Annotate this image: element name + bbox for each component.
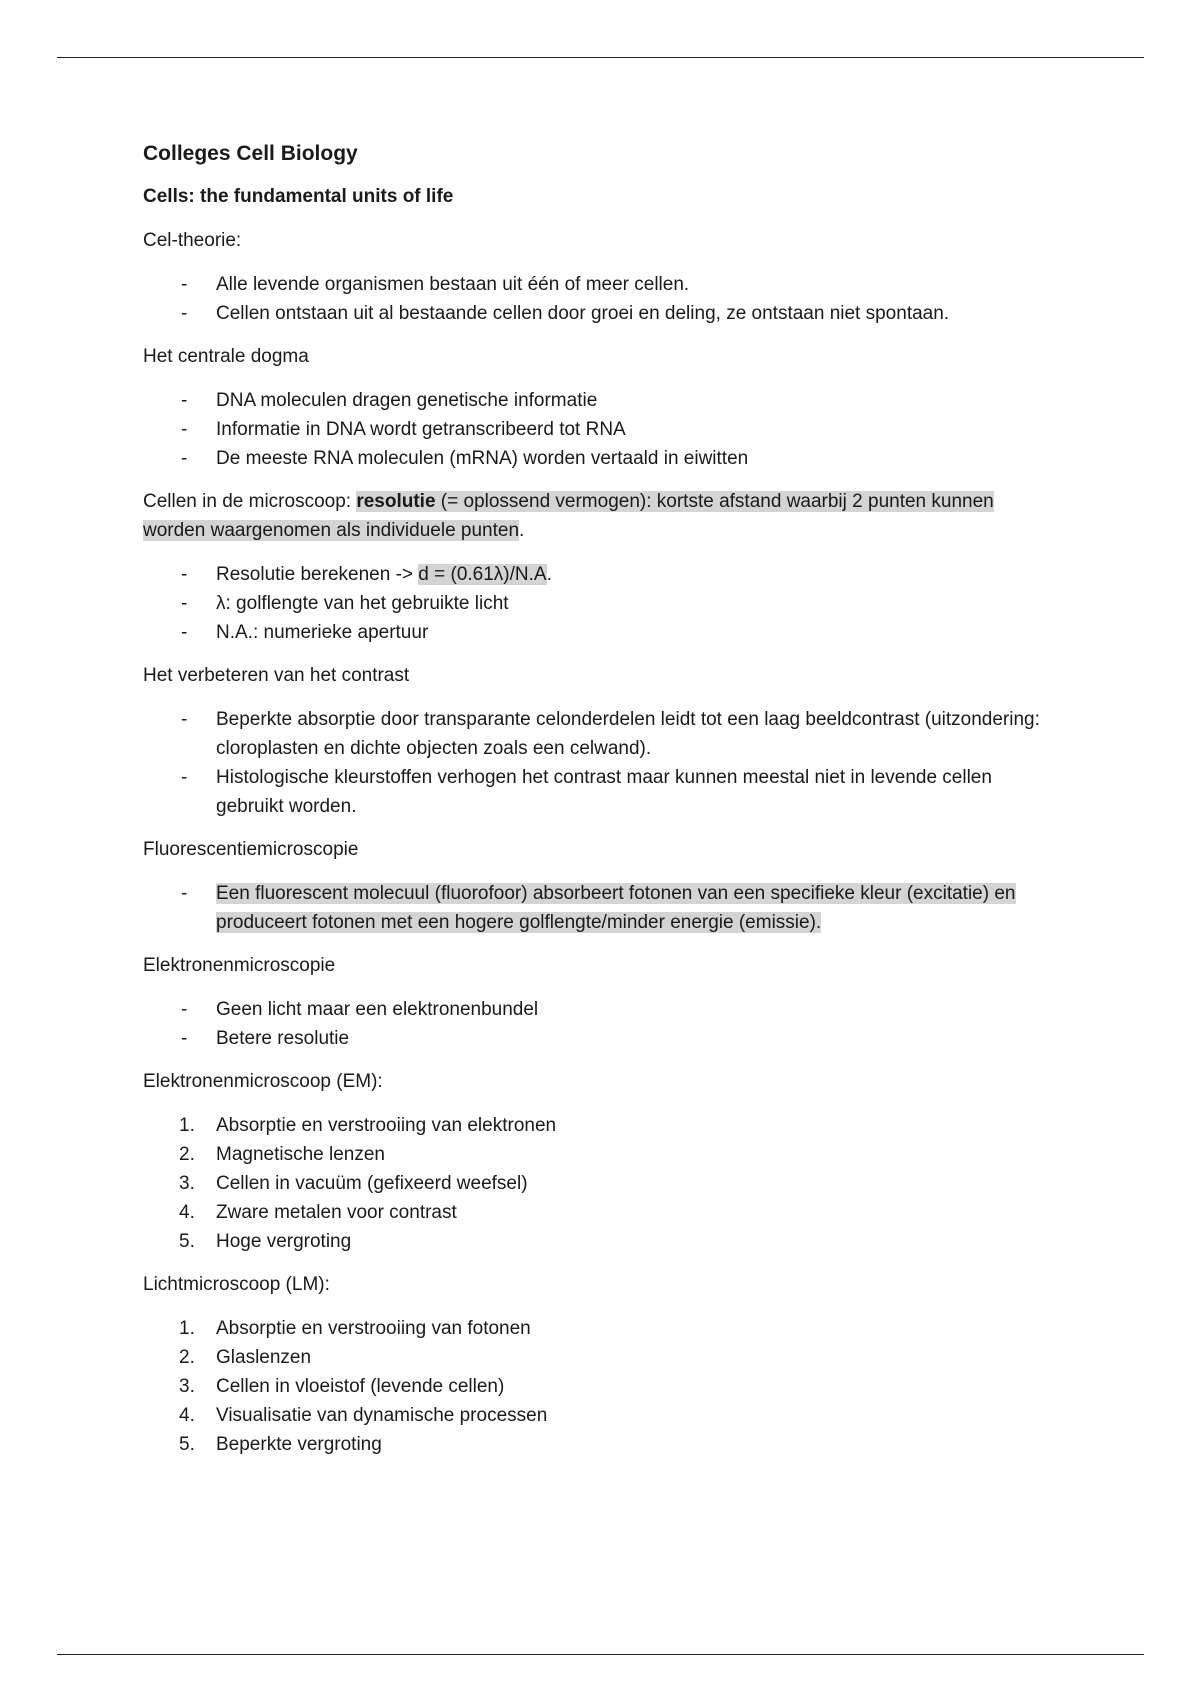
dogma-list xyxy=(143,386,1048,473)
list-text: Cellen in vloeistof (levende cellen) xyxy=(216,1376,505,1397)
list-number: 4. xyxy=(179,1202,195,1223)
fluorescentie-heading: Fluorescentiemicroscopie xyxy=(143,839,359,860)
list-item xyxy=(143,1401,1048,1430)
lm-heading: Lichtmicroscoop (LM): xyxy=(143,1274,330,1295)
list-number: 5. xyxy=(179,1231,195,1252)
list-item: - N.A.: numerieke apertuur xyxy=(143,618,1048,647)
list-number: 2. xyxy=(179,1347,195,1368)
list-item xyxy=(143,1111,1048,1140)
list-number: 3. xyxy=(179,1173,195,1194)
list-text: Absorptie en verstrooiing van elektronen xyxy=(216,1115,557,1136)
lm-list xyxy=(143,1314,1048,1459)
list-item: - De meeste RNA moleculen (mRNA) worden vertaald in eiwitten xyxy=(143,444,1048,473)
formula-prefix: Resolutie berekenen -> xyxy=(216,564,419,585)
list-number: 1. xyxy=(179,1318,195,1339)
list-item xyxy=(143,1343,1048,1372)
list-item xyxy=(143,1314,1048,1343)
list-item: - Histologische kleurstoffen verhogen het contrast maar kunnen meestal niet in levende cellen gebruikt worden. xyxy=(143,763,1048,821)
list-item: - λ: golflengte van het gebruikte licht xyxy=(143,589,1048,618)
list-item: - Geen licht maar een elektronenbundel xyxy=(143,995,1048,1024)
list-item xyxy=(143,560,1048,589)
document-title: Colleges Cell Biology xyxy=(143,142,358,165)
list-item: - Informatie in DNA wordt getranscribeerd tot RNA xyxy=(143,415,1048,444)
list-text: Glaslenzen xyxy=(216,1347,312,1368)
resolutie-list xyxy=(143,560,1048,647)
list-text: Beperkte vergroting xyxy=(216,1434,382,1455)
list-item xyxy=(143,1227,1048,1256)
dogma-heading: Het centrale dogma xyxy=(143,346,309,367)
list-item: - Beperkte absorptie door transparante celonderdelen leidt tot een laag beeldcontrast (uitzondering: cloroplasten en dichte objecten zoals een celwand). xyxy=(143,705,1048,763)
em-heading: Elektronenmicroscoop (EM): xyxy=(143,1071,383,1092)
list-item: - DNA moleculen dragen genetische informatie xyxy=(143,386,1048,415)
fluorescentie-list xyxy=(143,879,1048,937)
list-item xyxy=(143,1198,1048,1227)
document-body xyxy=(143,139,1048,1473)
list-text: Absorptie en verstrooiing van fotonen xyxy=(216,1318,531,1339)
microscoop-intro: Cellen in de microscoop: xyxy=(143,491,357,512)
resolution-formula: d = (0.61λ)/N.A xyxy=(418,564,547,585)
footer-rule xyxy=(57,1654,1144,1655)
list-number: 3. xyxy=(179,1376,195,1397)
resolutie-definition: (= oplossend vermogen): kortste afstand waarbij 2 punten kunnen worden waargenomen als individuele punten xyxy=(143,491,994,541)
microscoop-end: . xyxy=(519,520,525,541)
em-list xyxy=(143,1111,1048,1256)
list-item xyxy=(143,1430,1048,1459)
list-text: Zware metalen voor contrast xyxy=(216,1202,457,1223)
list-item xyxy=(143,1140,1048,1169)
contrast-heading: Het verbeteren van het contrast xyxy=(143,665,410,686)
list-item: - Betere resolutie xyxy=(143,1024,1048,1053)
elektronen-heading: Elektronenmicroscopie xyxy=(143,955,336,976)
header-rule xyxy=(57,57,1144,58)
list-item xyxy=(143,1169,1048,1198)
elektronen-list xyxy=(143,995,1048,1053)
list-item xyxy=(143,1372,1048,1401)
list-text: Magnetische lenzen xyxy=(216,1144,385,1165)
resolutie-term: resolutie xyxy=(356,491,436,512)
celtheorie-list xyxy=(143,270,1048,328)
list-number: 5. xyxy=(179,1434,195,1455)
contrast-list xyxy=(143,705,1048,821)
section-subtitle: Cells: the fundamental units of life xyxy=(143,186,454,207)
list-number: 1. xyxy=(179,1115,195,1136)
fluorescentie-highlight: Een fluorescent molecuul (fluorofoor) absorbeert fotonen van een specifieke kleur (excitatie) en produceert fotonen met een hogere golflengte/minder energie (emissie). xyxy=(216,883,1016,933)
list-item: - Alle levende organismen bestaan uit één of meer cellen. xyxy=(143,270,1048,299)
list-text: Cellen in vacuüm (gefixeerd weefsel) xyxy=(216,1173,528,1194)
microscoop-paragraph xyxy=(143,487,1048,545)
list-number: 2. xyxy=(179,1144,195,1165)
list-item: - Cellen ontstaan uit al bestaande cellen door groei en deling, ze ontstaan niet spontaan. xyxy=(143,299,1048,328)
list-item xyxy=(143,879,1048,937)
list-number: 4. xyxy=(179,1405,195,1426)
celtheorie-heading: Cel-theorie: xyxy=(143,230,242,251)
list-text: Hoge vergroting xyxy=(216,1231,352,1252)
formula-suffix: . xyxy=(546,564,552,585)
list-text: Visualisatie van dynamische processen xyxy=(216,1405,548,1426)
